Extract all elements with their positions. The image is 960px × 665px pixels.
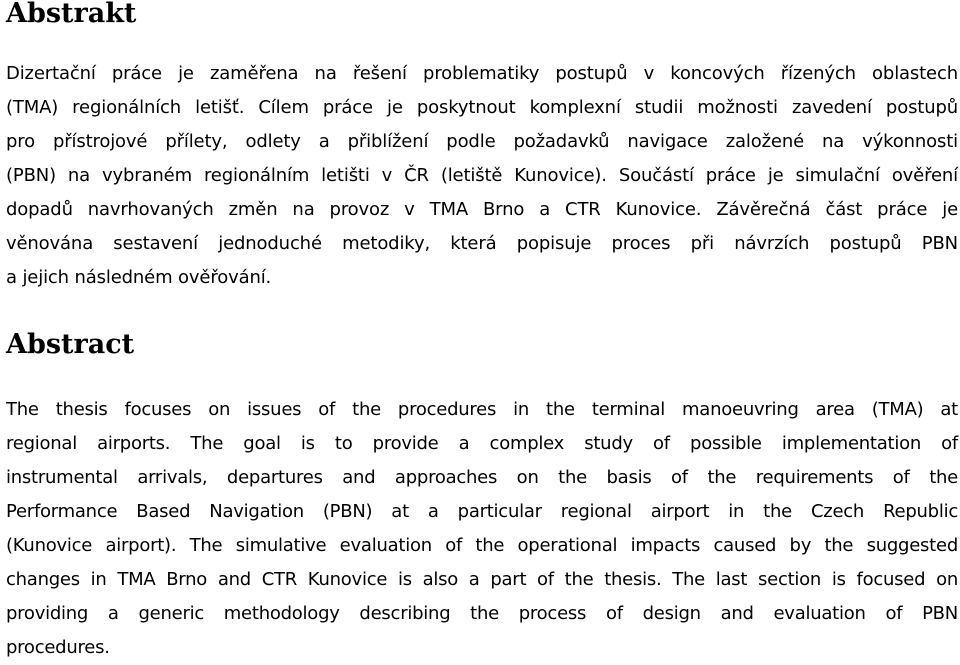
text-line: věnována sestavení jednoduché metodiky, která popisuje proces při návrzích postupů PBN bbox=[6, 233, 958, 254]
text-line: Performance Based Navigation (PBN) at a particular regional airport in the Czech Republic bbox=[6, 501, 958, 522]
paragraph-abstract bbox=[6, 393, 958, 665]
text-line: instrumental arrivals, departures and approaches on the basis of the requirements of the bbox=[6, 467, 958, 488]
text-line: The thesis focuses on issues of the procedures in the terminal manoeuvring area (TMA) at bbox=[6, 399, 958, 420]
text-line: pro přístrojové přílety, odlety a přiblížení podle požadavků navigace založené na výkonnosti bbox=[6, 131, 958, 152]
text-line: (TMA) regionálních letišť. Cílem práce je poskytnout komplexní studii možnosti zavedení postupů bbox=[6, 97, 958, 118]
text-line: regional airports. The goal is to provide a complex study of possible implementation of bbox=[6, 433, 958, 454]
text-line: a jejich následném ověřování. bbox=[6, 267, 272, 288]
text-line: providing a generic methodology describing the process of design and evaluation of PBN bbox=[6, 603, 958, 624]
text-line: dopadů navrhovaných změn na provoz v TMA Brno a CTR Kunovice. Závěrečná část práce je bbox=[6, 199, 958, 220]
heading-abstrakt: Abstrakt bbox=[6, 0, 137, 29]
text-line: procedures. bbox=[6, 637, 110, 658]
heading-abstract: Abstract bbox=[6, 329, 135, 360]
text-line: changes in TMA Brno and CTR Kunovice is also a part of the thesis. The last section is focused on bbox=[6, 569, 958, 590]
paragraph-abstrakt bbox=[6, 57, 958, 295]
text-line: Dizertační práce je zaměřena na řešení problematiky postupů v koncových řízených oblastech bbox=[6, 63, 958, 84]
text-line: (PBN) na vybraném regionálním letišti v ČR (letiště Kunovice). Součástí práce je simulační ověření bbox=[6, 165, 958, 186]
text-line: (Kunovice airport). The simulative evaluation of the operational impacts caused by the suggested bbox=[6, 535, 958, 556]
